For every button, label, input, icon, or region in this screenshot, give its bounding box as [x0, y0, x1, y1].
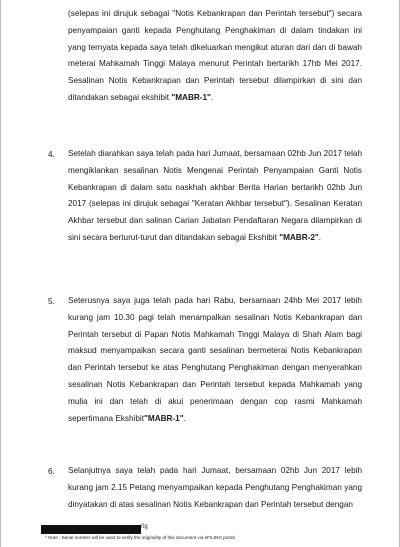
paragraph-5-text: Seterusnya saya juga telah pada hari Rabu, bersamaan 24hb Mei 2017 lebih kurang jam 10.30 pagi telah menampalkan sesalinan Notis Kebankrapan dan Perintah tersebut di Papan Notis Mahkamah Tinggi Malaya di Shah Alam bagi maksud menyampaikan secara ganti sesalinan bermeterai Notis Kebankrapan dan Perintah tersebut ke atas Penghutang Penghakiman dengan menyerahkan sesalinan Notis Kebankrapan dan Perintah tersebut kepada Mahkamah yang mulia ini dan telah di akui penerimaan dengan cop rasmi Mahkamah sepertimana Ekshibit: [68, 296, 362, 423]
paragraph-5: [68, 293, 362, 427]
paragraph-number-4: 4.: [48, 150, 55, 159]
paragraph-4-text: Setelah diarahkan saya telah pada hari Jumaat, bersamaan 02hb Jun 2017 telah mengiklankan sesalinan Notis Mengenai Perintah Penyampaian Ganti Notis Kebankrapan di dalam satu naskhah akhbar Berita Harian bertarikh 02hb Jun 2017 (selepas ini dirujuk sebagai "Keratan Akhbar tersebut"). Sesalinan Keratan Akhbar tersebut dan salinan Carian Jabatan Pendaftaran Negara dilampirkan di sini secara berturut-turut dan ditandakan sebagai Ekshibit: [68, 149, 362, 242]
intro-text: (selepas ini dirujuk sebagai "Notis Kebankrapan dan Perintah tersebut") secara penyampaian ganti kepada Penghutang Penghakiman di dalam tindakan ini yang ternyata kepada saya telah dikeluarkan mengikut aturan dari dan di bawah meterai Mahkamah Tinggi Malaya menurut Perintah bertarikh 17hb Mei 2017. Sesalinan Notis Kebankrapan dan Perintah tersebut dilampirkan di sini dan ditandakan sebagai ekshibit: [68, 9, 362, 102]
footer-note: * Note : Serial number will be used to verify the originality of this document via eFILING portal: [45, 535, 235, 540]
paragraph-4-exhibit: "MABR-2": [279, 232, 319, 242]
paragraph-6: [68, 463, 362, 513]
paragraph-number-6: 6.: [48, 467, 55, 476]
intro-end: .: [210, 92, 214, 102]
intro-exhibit: "MABR-1": [171, 92, 211, 102]
redacted-serial-number: [41, 525, 141, 534]
paragraph-number-5: 5.: [48, 297, 55, 306]
paragraph-5-end: .: [183, 413, 186, 423]
paragraph-6-text: Selanjutnya saya telah pada hari Jumaat, bersamaan 02hb Jun 2017 lebih kurang jam 2.15 Petang menyampaikan kepada Penghutang Penghakiman yang dinyatakan di atas sesalinan Notis Kebankrapan dan Perintah tersebut dengan: [68, 466, 362, 509]
serial-suffix: 0g: [141, 524, 148, 530]
paragraph-4: [68, 146, 362, 247]
paragraph-4-end: .: [318, 232, 322, 242]
paragraph-5-exhibit: "MABR-1": [144, 413, 184, 423]
intro-paragraph: [68, 6, 362, 107]
